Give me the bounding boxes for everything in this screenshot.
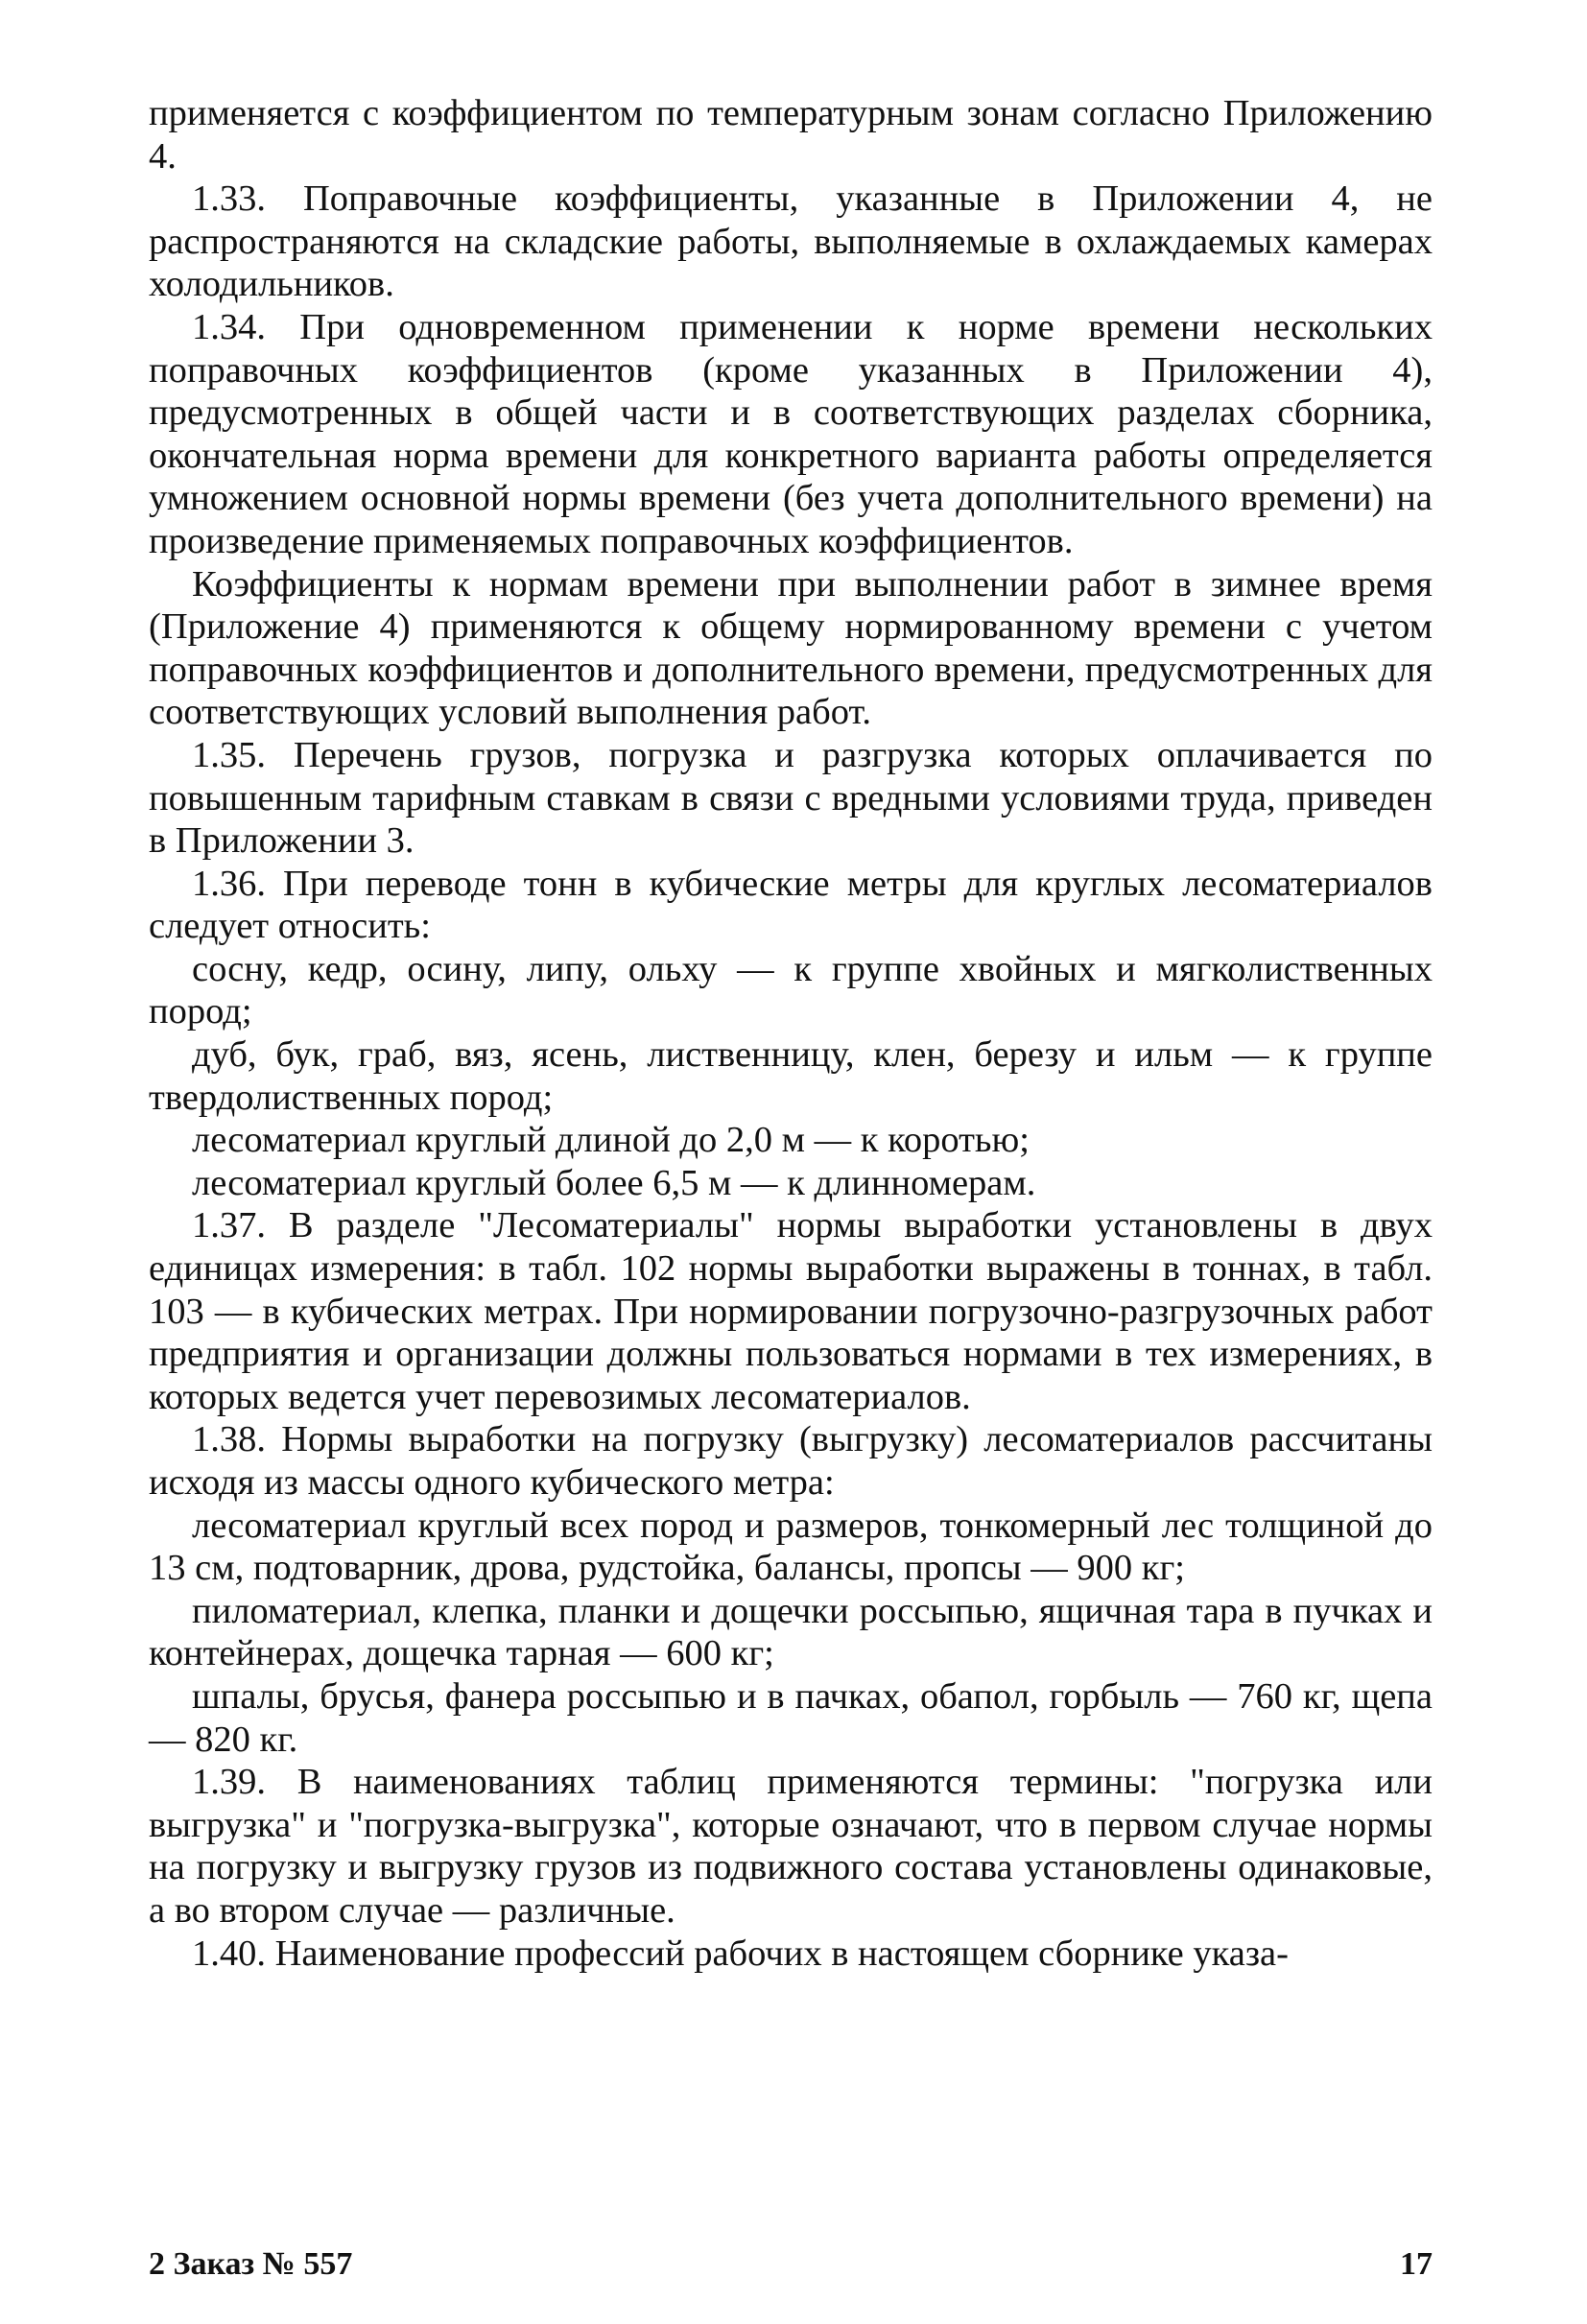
- body-text: [149, 92, 1433, 1975]
- list-item-long-logs: лесоматериал круглый более 6,5 м — к длинномерам.: [192, 1162, 1036, 1203]
- list-item-round-timber-mass: лесоматериал круглый всех пород и размеров, тонкомерный лес толщиной до 13 см, подтоварник, дрова, рудстойка, балансы, пропсы — 900 кг;: [149, 1505, 1433, 1589]
- list-item-short-logs: лесоматериал круглый длиной до 2,0 м — к коротью;: [192, 1120, 1030, 1161]
- page-footer: [149, 2243, 1433, 2286]
- paragraph-1-40: 1.40. Наименование профессий рабочих в настоящем сборнике указа-: [192, 1933, 1289, 1974]
- paragraph-1-38: 1.38. Нормы выработки на погрузку (выгрузку) лесоматериалов рассчитаны исходя из массы одного кубического метра:: [149, 1419, 1433, 1503]
- paragraph-1-37: 1.37. В разделе "Лесоматериалы" нормы выработки установлены в двух единицах измерения: в табл. 102 нормы выработки выражены в тоннах, в табл. 103 — в кубических метрах. При нормировании погрузочно-разгрузочных работ предприятия и организации должны пользоваться нормами в тех измерениях, в которых ведется учет перевозимых лесоматериалов.: [149, 1205, 1433, 1417]
- paragraph-continuation: применяется с коэффициентом по температурным зонам согласно Приложению 4.: [149, 93, 1433, 177]
- printer-signature: 2 Заказ № 557: [149, 2246, 353, 2282]
- paragraph-1-35: 1.35. Перечень грузов, погрузка и разгрузка которых оплачивается по повышенным тарифным ставкам в связи с вредными условиями труда, приведен в Приложении 3.: [149, 734, 1433, 862]
- page-number: 17: [1400, 2246, 1433, 2282]
- list-item-sawn-timber-mass: пиломатериал, клепка, планки и дощечки россыпью, ящичная тара в пучках и контейнерах, дощечка тарная — 600 кг;: [149, 1590, 1433, 1674]
- list-item-sleepers-mass: шпалы, брусья, фанера россыпью и в пачках, обапол, горбыль — 760 кг, щепа — 820 кг.: [149, 1675, 1433, 1760]
- paragraph-1-36: 1.36. При переводе тонн в кубические метры для круглых лесоматериалов следует относить:: [149, 863, 1433, 947]
- list-item-softwood: сосну, кедр, осину, липу, ольху — к группе хвойных и мягколиственных пород;: [149, 948, 1433, 1032]
- paragraph-1-33: 1.33. Поправочные коэффициенты, указанные в Приложении 4, не распространяются на складские работы, выполняемые в охлаждаемых камерах холодильников.: [149, 178, 1433, 305]
- list-item-hardwood: дуб, бук, граб, вяз, ясень, лиственницу, клен, березу и ильм — к группе твердолиственных пород;: [149, 1034, 1433, 1118]
- paragraph-1-34: 1.34. При одновременном применении к норме времени нескольких поправочных коэффициентов (кроме указанных в Приложении 4), предусмотренных в общей части и в соответствующих разделах сборника, окончательная норма времени для конкретного варианта работы определяется умножением основной нормы времени (без учета дополнительного времени) на произведение применяемых поправочных коэффициентов.: [149, 306, 1433, 561]
- paragraph-winter-coefficients: Коэффициенты к нормам времени при выполнении работ в зимнее время (Приложение 4) применяются к общему нормированному времени с учетом поправочных коэффициентов и дополнительного времени, предусмотренных для соответствующих условий выполнения работ.: [149, 563, 1433, 733]
- paragraph-1-39: 1.39. В наименованиях таблиц применяются термины: "погрузка или выгрузка" и "погрузка-выгрузка", которые означают, что в первом случае нормы на погрузку и выгрузку грузов из подвижного состава установлены одинаковые, а во втором случае — различные.: [149, 1762, 1433, 1931]
